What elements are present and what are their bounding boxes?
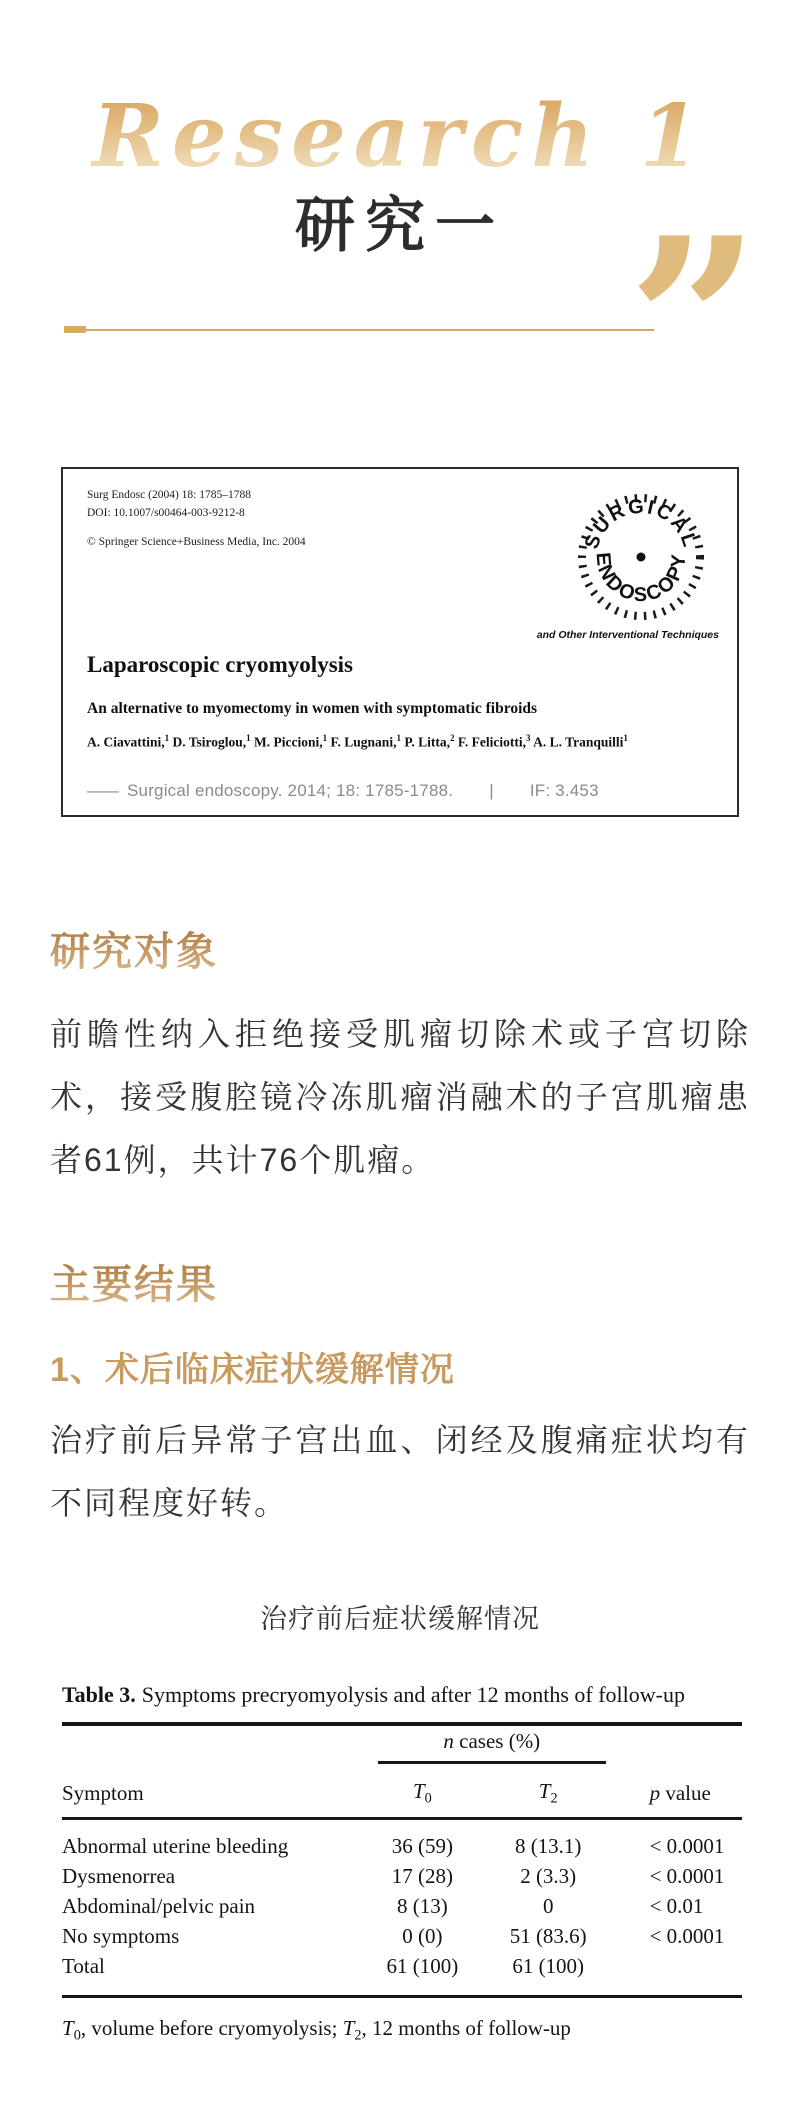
logo-text-top: SURGICAL (580, 495, 702, 552)
table-cell: 0 (0) (402, 1924, 443, 1949)
table-row (62, 1921, 742, 1951)
table-footnote: $T_0$, volume before cryomyolysis; $T_2$, 12 months of follow-up (62, 2016, 571, 2044)
citation-text: Surgical endoscopy. 2014; 18: 1785-1788. (127, 781, 454, 801)
table-cell: No symptoms (62, 1924, 180, 1949)
table-row (62, 1891, 742, 1921)
heading-result-1: 1、术后临床症状缓解情况 (50, 1351, 455, 1390)
paper-authors: A. Ciavattini,$^1$ D. Tsiroglou,$^1$ M. Piccioni,$^1$ F. Lugnani,$^1$ P. Litta,$^2$ F. Feliciotti,$^3$ A. L. Tranquilli$^1$ (87, 733, 628, 750)
table-cell: 17 (28) (391, 1864, 454, 1889)
table-cell: < 0.01 (649, 1894, 704, 1919)
journal-article-card (61, 467, 739, 817)
paper-title: Laparoscopic cryomyolysis (87, 652, 353, 678)
table-caption-chinese: 治疗前后症状缓解情况 (260, 1604, 540, 1635)
table-cell: 0 (542, 1894, 554, 1919)
table-row (62, 1951, 742, 1997)
table-cell: Dysmenorrea (62, 1864, 176, 1889)
table-cell: 8 (13.1) (514, 1834, 582, 1859)
table-group-header-row (62, 1724, 742, 1766)
column-header-t2: $T_2$ (477, 1766, 620, 1819)
table-cell: < 0.0001 (649, 1864, 725, 1889)
paper-subtitle: An alternative to myomectomy in women with symptomatic fibroids (87, 699, 538, 717)
journal-doi-line: DOI: 10.1007/s00464-003-9212-8 (87, 506, 245, 519)
group-header-n-cases: n cases (%) (378, 1728, 606, 1764)
impact-factor: IF: 3.453 (529, 781, 599, 801)
table-cell: Total (62, 1954, 105, 1979)
column-header-p-value: p value (620, 1766, 742, 1819)
table-cell: 61 (100) (512, 1954, 585, 1979)
table-cell (620, 1951, 742, 1997)
heading-main-results: 主要结果 (50, 1262, 750, 1308)
table-caption (62, 1682, 742, 1708)
quote-icon: ” (627, 187, 752, 458)
table-cell: 51 (83.6) (509, 1924, 587, 1949)
citation-dash: —— (87, 781, 117, 801)
divider-line (64, 329, 654, 331)
table-cell: < 0.0001 (649, 1924, 725, 1949)
table3-figure (62, 1682, 742, 2045)
table-cell: Abdominal/pelvic pain (62, 1894, 256, 1919)
table-cell: 61 (100) (386, 1954, 459, 1979)
hero-title-english: Research 1 (0, 88, 800, 187)
table-caption-text: Symptoms precryomyolysis and after 12 months of follow-up (141, 1682, 685, 1708)
table-cell: < 0.0001 (649, 1834, 725, 1859)
table-column-header-row (62, 1766, 742, 1819)
journal-copyright-line: © Springer Science+Business Media, Inc. 2004 (87, 535, 306, 548)
table-cell: 2 (3.3) (520, 1864, 577, 1889)
journal-header-block (87, 487, 431, 551)
table-caption-label: Table 3. (62, 1682, 136, 1708)
citation-line (87, 781, 713, 801)
svg-text:SURGICAL (581, 495, 701, 551)
citation-separator: | (489, 781, 494, 801)
column-header-t0: $T_0$ (368, 1766, 477, 1819)
heading-study-subjects: 研究对象 (50, 929, 750, 975)
table-cell: 8 (13) (397, 1894, 448, 1919)
table-row (62, 1819, 742, 1862)
journal-issue-line: Surg Endosc (2004) 18: 1785–1788 (87, 488, 251, 501)
column-header-symptom: Symptom (62, 1766, 368, 1819)
table-row (62, 1861, 742, 1891)
table-cell: Abnormal uterine bleeding (62, 1834, 289, 1859)
symptoms-table (62, 1722, 742, 1998)
logo-tagline: and Other Interventional Techniques (536, 628, 719, 641)
hero-title-chinese: 研究一 (295, 192, 505, 259)
surgical-endoscopy-logo-icon (536, 479, 721, 647)
result-1-paragraph: 治疗前后异常子宫出血、闭经及腹痛症状均有不同程度好转。 (50, 1422, 750, 1522)
logo-text-bottom: ENDOSCOPY (591, 551, 691, 606)
table-cell: 36 (59) (391, 1834, 454, 1859)
study-subjects-paragraph: 前瞻性纳入拒绝接受肌瘤切除术或子宫切除术，接受腹腔镜冷冻肌瘤消融术的子宫肌瘤患者61例，共计76个肌瘤。 (50, 1016, 750, 1179)
